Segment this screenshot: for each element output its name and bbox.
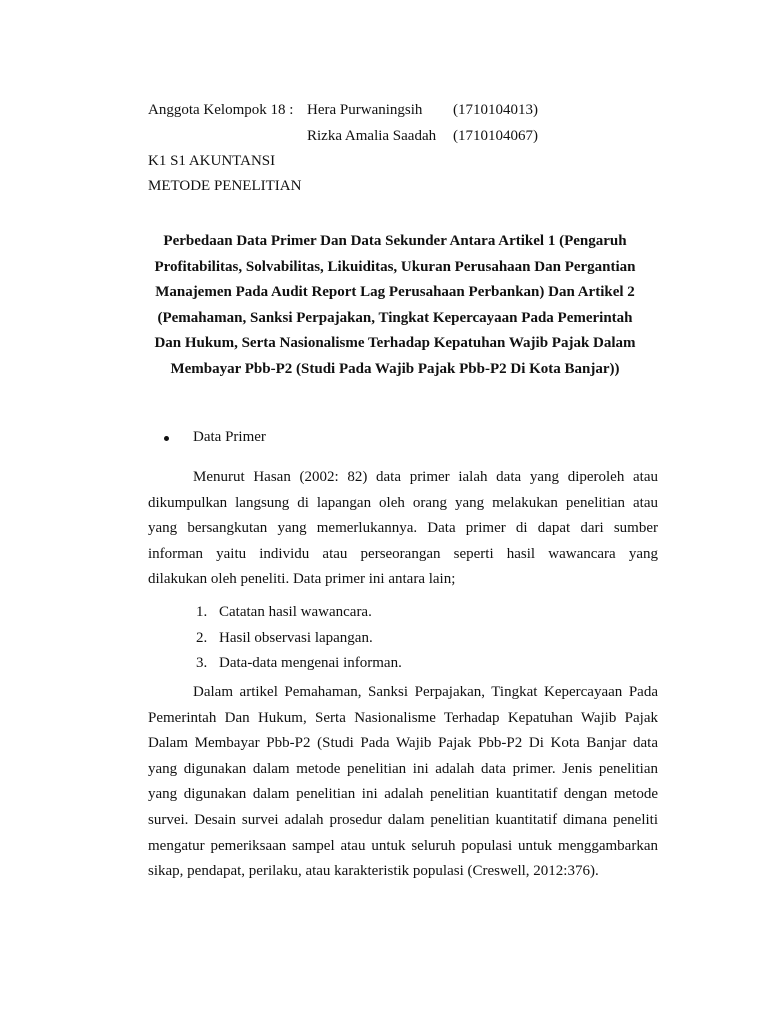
list-text: Catatan hasil wawancara.	[219, 604, 372, 620]
list-item	[196, 630, 373, 647]
course-label: METODE PENELITIAN	[148, 178, 302, 194]
member-name-2: Rizka Amalia Saadah	[307, 128, 437, 144]
list-text: Hasil observasi lapangan.	[219, 630, 373, 646]
paragraph-line: yang bersangkutan yang memerlukannya. Data primer di dapat dari sumber	[148, 520, 658, 537]
document-title	[140, 229, 650, 382]
paragraph-line: Dalam Membayar Pbb-P2 (Studi Pada Wajib Pajak Pbb-P2 Di Kota Banjar data	[148, 735, 658, 752]
title-line: Perbedaan Data Primer Dan Data Sekunder Antara Artikel 1 (Pengaruh	[163, 233, 627, 249]
paragraph-line: Pemerintah Dan Hukum, Serta Nasionalisme Terhadap Kepatuhan Wajib Pajak	[148, 709, 658, 726]
paragraph-line: dilakukan oleh peneliti. Data primer ini antara lain;	[148, 571, 456, 588]
title-line: Manajemen Pada Audit Report Lag Perusahaan Perbankan) Dan Artikel 2	[155, 284, 635, 300]
member-name-1: Hera Purwaningsih	[307, 102, 423, 118]
bullet-heading: Data Primer	[193, 429, 266, 445]
paragraph-line: mengatur pemeriksaan sampel atau untuk seluruh populasi untuk menggambarkan	[148, 837, 658, 854]
paragraph-line: yang digunakan dalam metode penelitian ini adalah data primer. Jenis penelitian	[148, 760, 658, 777]
paragraph-line: sikap, pendapat, perilaku, atau karakteristik populasi (Creswell, 2012:376).	[148, 863, 599, 880]
title-line: (Pemahaman, Sanksi Perpajakan, Tingkat Kepercayaan Pada Pemerintah	[157, 309, 633, 326]
list-item	[196, 655, 402, 672]
program-label: K1 S1 AKUNTANSI	[148, 153, 276, 169]
title-line: Profitabilitas, Solvabilitas, Likuiditas, Ukuran Perusahaan Dan Pergantian	[154, 258, 636, 275]
member-label: Anggota Kelompok 18 :	[148, 102, 294, 118]
paragraph-line: Menurut Hasan (2002: 82) data primer ialah data yang diperoleh atau	[193, 469, 658, 485]
paragraph-line: informan yaitu individu atau perseorangan seperti hasil wawancara yang	[148, 545, 658, 562]
paragraph-1	[148, 465, 658, 593]
paragraph-line: survei. Desain survei adalah prosedur dalam penelitian kuantitatif dimana peneliti	[148, 811, 658, 828]
list-item	[196, 604, 372, 621]
paragraph-2	[148, 680, 658, 885]
list-number: 1.	[196, 604, 208, 620]
bullet-dot-icon	[164, 436, 169, 441]
list-number: 2.	[196, 630, 208, 646]
paragraph-line: dikumpulkan langsung di lapangan oleh orang yang melakukan penelitian atau	[148, 494, 658, 511]
list-number: 3.	[196, 655, 208, 671]
member-id-2: (1710104067)	[453, 128, 538, 144]
paragraph-line: Dalam artikel Pemahaman, Sanksi Perpajakan, Tingkat Kepercayaan Pada	[193, 684, 658, 700]
paragraph-line: yang digunakan dalam penelitian ini adalah penelitian kuantitatif dengan metode	[148, 786, 658, 803]
list-text: Data-data mengenai informan.	[219, 655, 402, 671]
title-line: Membayar Pbb-P2 (Studi Pada Wajib Pajak Pbb-P2 Di Kota Banjar))	[170, 360, 620, 377]
title-line: Dan Hukum, Serta Nasionalisme Terhadap Kepatuhan Wajib Pajak Dalam	[154, 335, 636, 351]
member-id-1: (1710104013)	[453, 102, 538, 118]
